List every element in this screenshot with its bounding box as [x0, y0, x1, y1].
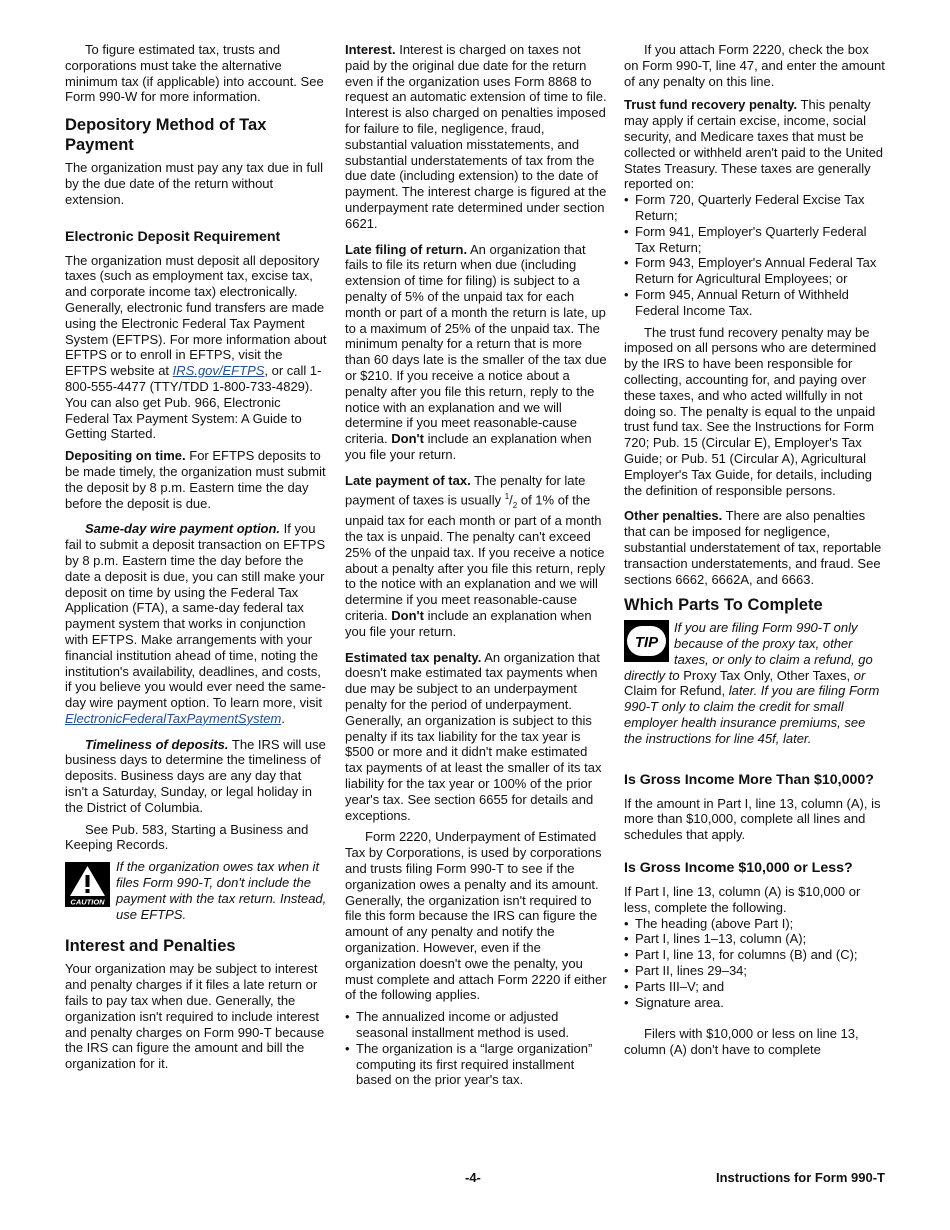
runin-depositing-on-time: Depositing on time. [65, 448, 186, 464]
interest-paragraph: Interest. Interest is charged on taxes not paid by the original due date for the return even if the organization uses Form 8868 to request an automatic extension of time to file. Interest is also charged on penalties imposed for failure to file, negligence, fraud, substantial valuation misstatements, and substantial understatements of tax from the due date (including extension) to the date of payment. The interest charge is figured at the underpayment rate determined under section 6621. [345, 42, 607, 231]
tip-icon [624, 620, 669, 662]
heading-electronic-deposit: Electronic Deposit Requirement [65, 228, 281, 245]
other-penalties-paragraph: Other penalties. There are also penalties that can be imposed for negligence, substantial understatement of tax, reportable transaction understatements, and fraud. See sections 6662, 6662A, and 6663. [624, 508, 882, 587]
list-item: • Form 720, Quarterly Federal Excise Tax Return; [624, 192, 886, 224]
runin-other-penalties: Other penalties. [624, 508, 723, 524]
same-day-paragraph: Same-day wire payment option. If you fail to submit a deposit transaction on EFTPS by 8 p.m. Eastern time the day before the date a deposit is due, you can still make your deposit on time by using the Federal Tax Application (FTA), a same-day federal tax payment system that works in conjunction with EFTPS. Make arrangements with your financial institution ahead of time, noting the institution's availability, deadlines, and costs, if you believe you would ever need the same-day wire payment option. To learn more, visit ElectronicFederalTaxPaymentSystem. [65, 521, 326, 726]
list-item: • The annualized income or adjusted seasonal installment method is used. [345, 1009, 607, 1041]
page-number: -4- [465, 1170, 481, 1185]
depository-paragraph: The organization must pay any tax due in full by the due date of the return without extension. [65, 160, 323, 207]
form-title: Instructions for Form 990-T [715, 1170, 885, 1185]
list-item: • Part I, line 13, for columns (B) and (C); [624, 947, 886, 963]
caution-text: If the organization owes tax when it files Form 990-T, don't include the payment with the tax return. Instead, use EFTPS. [116, 859, 327, 922]
heading-gross-income-less: Is Gross Income $10,000 or Less? [624, 860, 853, 877]
timeliness-paragraph: Timeliness of deposits. The IRS will use business days to determine the timeliness of deposits. Business days are any day that isn't a Saturday, Sunday, or legal holiday in the District of Columbia. [65, 736, 326, 815]
list-item: • The heading (above Part I); [624, 916, 886, 932]
tip-label: TIP [634, 634, 659, 652]
electronic-federal-link[interactable]: ElectronicFederalTaxPaymentSystem [65, 710, 282, 726]
list-item: • Parts III–V; and [624, 979, 886, 995]
attach-form2220-paragraph: If you attach Form 2220, check the box on Form 990-T, line 47, and enter the amount of any penalty on this line. [624, 42, 885, 89]
runin-timeliness: Timeliness of deposits. [85, 736, 229, 752]
interest-penalties-paragraph: Your organization may be subject to interest and penalty charges if it files a late return or fails to pay tax when due. Generally, the organization isn't required to include interest and penalty charges on Form 990-T because the IRS can figure the amount and bill the organization for it. [65, 961, 325, 1072]
pub583-paragraph: See Pub. 583, Starting a Business and Keeping Records. [65, 821, 309, 853]
electronic-deposit-paragraph: The organization must deposit all depository taxes (such as employment tax, excise tax, and corporate income tax) electronically. Generally, electronic fund transfers are made using the Electronic Federal Tax Payment System (EFTPS). For more information about EFTPS or to enroll in EFTPS, visit the EFTPS website at IRS.gov/EFTPS, or call 1-800-555-4477 (TTY/TDD 1-800-733-4829). You can also get Pub. 966, Electronic Federal Tax Payment System: A Guide to Getting Started. [65, 252, 327, 442]
estimated-tax-paragraph: Estimated tax penalty. An organization that doesn't make estimated tax payments when due may be subject to an underpayment penalty for the period of underpayment. Generally, an organization is subject to this penalty if its tax liability for the tax year is $500 or more and it didn't make estimated tax payments of at least the smaller of its tax liability for the tax year or 100% of the prior year's tax. See section 6655 for details and exceptions. [345, 649, 602, 823]
list-item: • Part I, lines 1–13, column (A); [624, 931, 886, 947]
heading-depository-method: Depository Method of Tax Payment [65, 116, 267, 155]
filers-paragraph: Filers with $10,000 or less on line 13, column (A) don't have to complete [624, 1026, 859, 1058]
eftps-link[interactable]: IRS.gov/EFTPS [172, 363, 265, 379]
list-item: • Form 941, Employer's Quarterly Federal Tax Return; [624, 224, 886, 256]
heading-interest-penalties: Interest and Penalties [65, 937, 236, 956]
runin-same-day: Same-day wire payment option. [85, 521, 281, 537]
tip-text: If you are filing Form 990-T only because of the proxy tax, other taxes, or only to claim a refund, go directly to Proxy Tax Only, Other Taxes, or Claim for Refund, later. If you are filing Form 990-T only to claim the credit for small employer health insurance premiums, see the instructions for line 45f, later. [624, 620, 880, 746]
caution-label: CAUTION [70, 897, 105, 907]
column-1 [65, 42, 327, 1078]
column-2 [345, 42, 607, 1094]
list-item: • Part II, lines 29–34; [624, 963, 886, 979]
runin-late-filing: Late filing of return. [345, 241, 468, 257]
trust-fund-bullets [624, 192, 886, 318]
runin-estimated-tax: Estimated tax penalty. [345, 649, 482, 665]
list-item: • Signature area. [624, 995, 886, 1011]
trust-fund-paragraph: Trust fund recovery penalty. This penalty may apply if certain excise, income, social security, and Medicare taxes that must be collected or withheld aren't paid to the United States Treasury. These taxes are generally reported on: [624, 97, 884, 192]
depositing-on-time-paragraph: Depositing on time. For EFTPS deposits to be made timely, the organization must submit the deposit by 8 p.m. Eastern time the day before the deposit is due. [65, 448, 326, 511]
runin-interest: Interest. [345, 42, 396, 57]
trust-fund-paragraph-2: The trust fund recovery penalty may be imposed on all persons who are determined by the IRS to have been responsible for collecting, accounting for, and paying over these taxes, and who acted willfully in not doing so. The penalty is equal to the unpaid trust fund tax. See the Instructions for Form 720; Pub. 15 (Circular E), Employer's Tax Guide; or Pub. 51 (Circular A), Agricultural Employer's Tax Guide, for details, including the definition of responsible persons. [624, 324, 877, 498]
caution-note [65, 859, 327, 922]
form2220-bullets [345, 1009, 607, 1088]
gross-income-less-paragraph: If Part I, line 13, column (A) is $10,000 or less, complete the following. [624, 884, 861, 915]
list-item: • Form 943, Employer's Annual Federal Tax Return for Agricultural Employees; or [624, 255, 886, 287]
tip-note [624, 620, 886, 746]
heading-which-parts: Which Parts To Complete [624, 596, 823, 615]
late-payment-paragraph: Late payment of tax. The penalty for late payment of taxes is usually $^1/_2$ of 1% of the unpaid tax for each month or part of a month the tax is unpaid. The penalty can't exceed 25% of the unpaid tax. If you receive a notice about a penalty after you file this return, reply to the notice with an explanation and we will determine if you meet reasonable-cause criteria. Don't include an explanation when you file your return. [345, 472, 606, 639]
gross-income-less-bullets [624, 916, 886, 1011]
list-item: • Form 945, Annual Return of Withheld Federal Income Tax. [624, 287, 886, 319]
intro-paragraph: To figure estimated tax, trusts and corporations must take the alternative minimum tax (if applicable) into account. See Form 990-W for more information. [65, 42, 324, 105]
form2220-paragraph: Form 2220, Underpayment of Estimated Tax by Corporations, is used by corporations and trusts filing Form 990-T to see if the organization owes a penalty and its amount. Generally, the organization isn't required to file this form because the IRS can figure the amount of any penalty and notify the organization. However, even if the organization doesn't owe the penalty, you must complete and attach Form 2220 if either of the following applies. [345, 829, 607, 1003]
column-3 [624, 42, 886, 1064]
runin-late-payment: Late payment of tax. [345, 472, 471, 488]
caution-icon [65, 862, 110, 907]
heading-gross-income-more: Is Gross Income More Than $10,000? [624, 771, 874, 788]
runin-trust-fund: Trust fund recovery penalty. [624, 97, 798, 113]
list-item: • The organization is a “large organization” computing its first required installment based on the prior year's tax. [345, 1041, 607, 1088]
late-filing-paragraph: Late filing of return. An organization that fails to file its return when due (including extension of time for filing) is subject to a penalty of 5% of the unpaid tax for each month or part of a month the return is late, up to a maximum of 25% of the unpaid tax. The minimum penalty for a return that is more than 60 days late is the smaller of the tax due or $210. If you receive a notice about a penalty after you file this return, reply to the notice with an explanation and we will determine if you meet reasonable-cause criteria. Don't include an explanation when you file your return. [345, 241, 607, 462]
gross-income-more-paragraph: If the amount in Part I, line 13, column (A), is more than $10,000, complete all lines and schedules that apply. [624, 795, 881, 843]
